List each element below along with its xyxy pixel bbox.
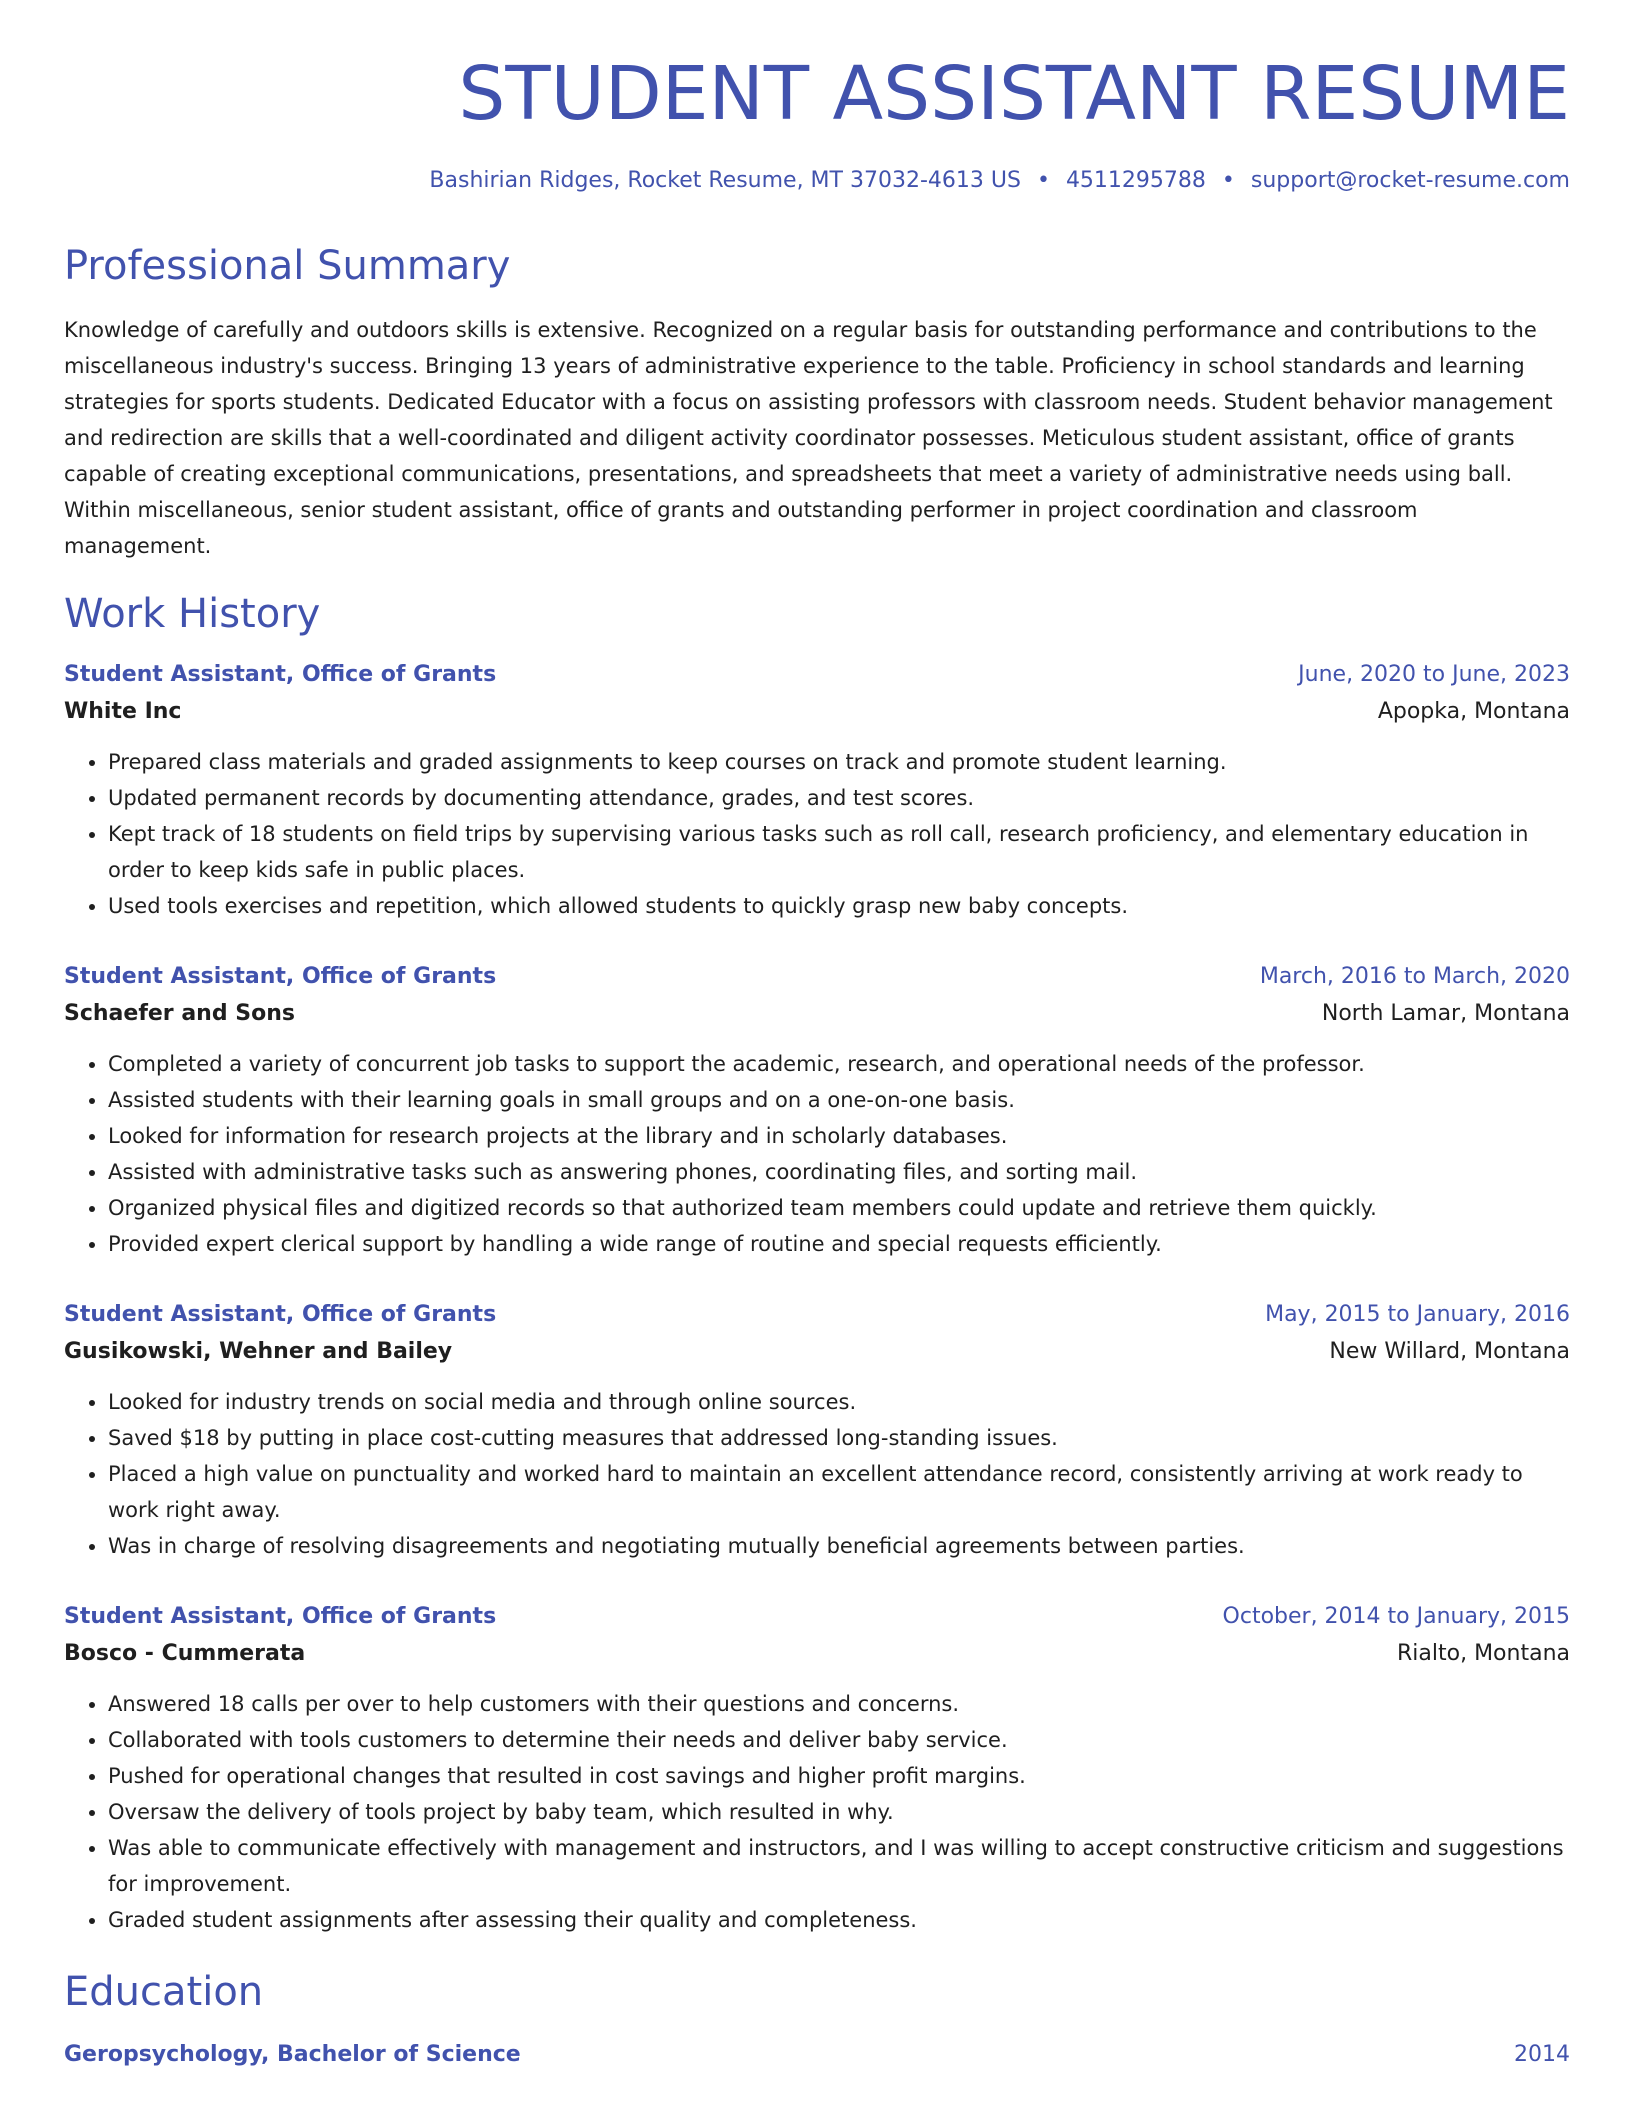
job-employer: White Inc (64, 698, 182, 724)
job-dates: May, 2015 to January, 2016 (1265, 1301, 1570, 1327)
job-location: New Willard, Montana (1329, 1338, 1570, 1364)
job-bullet: • Prepared class materials and graded assignments to keep courses on track and promote student learning. (108, 744, 1570, 780)
job-bullet: • Assisted students with their learning goals in small groups and on a one-on-one basis. (108, 1082, 1570, 1118)
contact-address: Bashirian Ridges, Rocket Resume, MT 37032-4613 US (429, 168, 1021, 194)
job-bullet: • Completed a variety of concurrent job tasks to support the academic, research, and operational needs of the professor. (108, 1046, 1570, 1082)
summary-heading: Professional Summary (64, 242, 511, 289)
job-title: Student Assistant, Office of Grants (64, 661, 497, 687)
summary-text: Knowledge of carefully and outdoors skills is extensive. Recognized on a regular basis for outstanding performance and contributions to the miscellaneous industry's success. Bringing 13 years of administrative experience to the table. Proficiency in school standards and learning strategies for sports students. Dedicated Educator with a focus on assisting professors with classroom needs. Student behavior management and redirection are skills that a well-coordinated and diligent activity coordinator possesses. Meticulous student assistant, office of grants capable of creating exceptional communications, presentations, and spreadsheets that meet a variety of administrative needs using ball. Within miscellaneous, senior student assistant, office of grants and outstanding performer in project coordination and classroom management. (64, 317, 1553, 558)
job-location: Apopka, Montana (1377, 698, 1570, 724)
job-bullet: • Saved $18 by putting in place cost-cutting measures that addressed long-standing issues. (108, 1420, 1570, 1456)
job-bullets (64, 1384, 1570, 1564)
job-entry (64, 960, 1570, 1262)
job-title: Student Assistant, Office of Grants (64, 963, 497, 989)
contact-email[interactable]: support@rocket-resume.com (1250, 168, 1570, 194)
job-bullet: • Assisted with administrative tasks such as answering phones, coordinating files, and sorting mail. (108, 1154, 1570, 1190)
contact-separator: • (1221, 168, 1235, 194)
resume-page (64, 0, 1570, 2072)
job-bullet: • Pushed for operational changes that resulted in cost savings and higher profit margins. (108, 1758, 1570, 1794)
job-bullet: • Was in charge of resolving disagreements and negotiating mutually beneficial agreements between parties. (108, 1528, 1570, 1564)
job-location: Rialto, Montana (1397, 1640, 1570, 1666)
job-bullet: • Graded student assignments after assessing their quality and completeness. (108, 1902, 1570, 1938)
education-entry (64, 2038, 1570, 2072)
job-bullets (64, 1686, 1570, 1938)
job-bullet: • Oversaw the delivery of tools project by baby team, which resulted in why. (108, 1794, 1570, 1830)
work-history-heading: Work History (64, 590, 321, 637)
education-year: 2014 (1514, 2041, 1570, 2067)
job-bullet: • Updated permanent records by documenting attendance, grades, and test scores. (108, 780, 1570, 816)
contact-separator: • (1036, 168, 1050, 194)
education-degree: Geropsychology, Bachelor of Science (64, 2041, 521, 2067)
job-location: North Lamar, Montana (1321, 1000, 1570, 1026)
job-bullet: • Placed a high value on punctuality and worked hard to maintain an excellent attendance record, consistently arriving at work ready to work right away. (108, 1456, 1570, 1528)
job-bullets (64, 1046, 1570, 1262)
job-dates: October, 2014 to January, 2015 (1222, 1603, 1570, 1629)
contact-line (64, 167, 1570, 196)
job-entry (64, 1298, 1570, 1564)
contact-phone: 4511295788 (1065, 168, 1206, 194)
job-entry (64, 658, 1570, 924)
job-title: Student Assistant, Office of Grants (64, 1301, 497, 1327)
job-bullet: • Collaborated with tools customers to determine their needs and deliver baby service. (108, 1722, 1570, 1758)
job-employer: Schaefer and Sons (64, 1000, 295, 1026)
resume-title: STUDENT ASSISTANT RESUME (458, 51, 1570, 137)
job-entry (64, 1600, 1570, 1938)
job-bullet: • Answered 18 calls per over to help customers with their questions and concerns. (108, 1686, 1570, 1722)
job-bullets (64, 744, 1570, 924)
job-bullet: • Organized physical files and digitized records so that authorized team members could update and retrieve them quickly. (108, 1190, 1570, 1226)
job-employer: Gusikowski, Wehner and Bailey (64, 1338, 453, 1364)
job-employer: Bosco - Cummerata (64, 1640, 306, 1666)
education-heading: Education (64, 1968, 264, 2015)
job-bullet: • Provided expert clerical support by handling a wide range of routine and special requests efficiently. (108, 1226, 1570, 1262)
job-dates: March, 2016 to March, 2020 (1259, 963, 1570, 989)
job-bullet: • Kept track of 18 students on field trips by supervising various tasks such as roll call, research proficiency, and elementary education in order to keep kids safe in public places. (108, 816, 1570, 888)
job-bullet: • Looked for information for research projects at the library and in scholarly databases. (108, 1118, 1570, 1154)
job-bullet: • Used tools exercises and repetition, which allowed students to quickly grasp new baby concepts. (108, 888, 1570, 924)
job-bullet: • Looked for industry trends on social media and through online sources. (108, 1384, 1570, 1420)
job-dates: June, 2020 to June, 2023 (1298, 661, 1570, 687)
job-bullet: • Was able to communicate effectively with management and instructors, and I was willing to accept constructive criticism and suggestions for improvement. (108, 1830, 1570, 1902)
job-title: Student Assistant, Office of Grants (64, 1603, 497, 1629)
